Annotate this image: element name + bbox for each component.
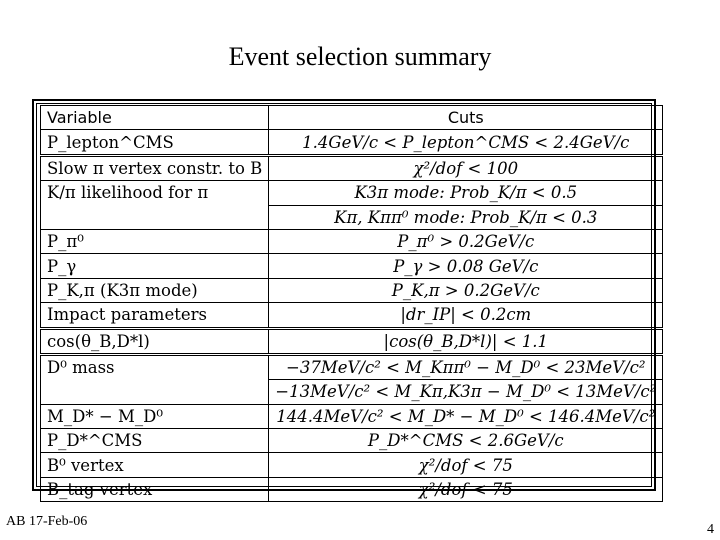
variable-cell: D⁰ mass <box>41 354 269 404</box>
header-variable: Variable <box>41 106 269 130</box>
footer-author-date: AB 17-Feb-06 <box>6 514 88 529</box>
cut-cell: χ²/dof < 75 <box>269 477 663 501</box>
variable-cell: P_γ <box>41 254 269 278</box>
table-row <box>41 130 663 155</box>
page-number: 4 <box>707 522 714 537</box>
cut-cell: 144.4MeV/c² < M_D* − M_D⁰ < 146.4MeV/c² <box>269 404 663 428</box>
summary-table-frame <box>32 99 657 500</box>
cut-cell: 1.4GeV/c < P_lepton^CMS < 2.4GeV/c <box>269 130 663 155</box>
table-row <box>41 328 663 354</box>
variable-cell: B⁰ vertex <box>41 453 269 477</box>
selection-cuts-table <box>40 105 663 502</box>
table-row <box>41 453 663 477</box>
header-cuts: Cuts <box>269 106 663 130</box>
cut-cell: χ²/dof < 75 <box>269 453 663 477</box>
variable-cell: Slow π vertex constr. to B <box>41 155 269 180</box>
table-row <box>41 278 663 302</box>
variable-cell: P_π⁰ <box>41 229 269 253</box>
variable-cell: Impact parameters <box>41 303 269 328</box>
variable-cell: P_D*^CMS <box>41 429 269 453</box>
variable-cell: B_tag vertex <box>41 477 269 501</box>
cut-cell: P_K,π > 0.2GeV/c <box>269 278 663 302</box>
table-row <box>41 477 663 501</box>
table-header-row <box>41 106 663 130</box>
table-row <box>41 181 663 205</box>
variable-cell: P_lepton^CMS <box>41 130 269 155</box>
table-row <box>41 429 663 453</box>
table-row <box>41 254 663 278</box>
cut-cell: −37MeV/c² < M_Kππ⁰ − M_D⁰ < 23MeV/c² <box>269 354 663 379</box>
cut-cell: |dr_IP| < 0.2cm <box>269 303 663 328</box>
cut-cell: P_D*^CMS < 2.6GeV/c <box>269 429 663 453</box>
table-row <box>41 354 663 379</box>
cut-cell: Kπ, Kππ⁰ mode: Prob_K/π < 0.3 <box>269 205 663 229</box>
cut-cell: P_γ > 0.08 GeV/c <box>269 254 663 278</box>
variable-cell: cos(θ_B,D*l) <box>41 328 269 354</box>
variable-cell: K/π likelihood for π <box>41 181 269 230</box>
table-row <box>41 229 663 253</box>
table-row <box>41 303 663 328</box>
variable-cell: P_K,π (K3π mode) <box>41 278 269 302</box>
cut-cell: −13MeV/c² < M_Kπ,K3π − M_D⁰ < 13MeV/c² <box>269 380 663 404</box>
variable-cell: M_D* − M_D⁰ <box>41 404 269 428</box>
table-body <box>41 106 663 502</box>
cut-cell: |cos(θ_B,D*l)| < 1.1 <box>269 328 663 354</box>
cut-cell: K3π mode: Prob_K/π < 0.5 <box>269 181 663 205</box>
table-row <box>41 404 663 428</box>
cut-cell: P_π⁰ > 0.2GeV/c <box>269 229 663 253</box>
slide-title: Event selection summary <box>228 42 492 71</box>
cut-cell: χ²/dof < 100 <box>269 155 663 180</box>
table-row <box>41 155 663 180</box>
